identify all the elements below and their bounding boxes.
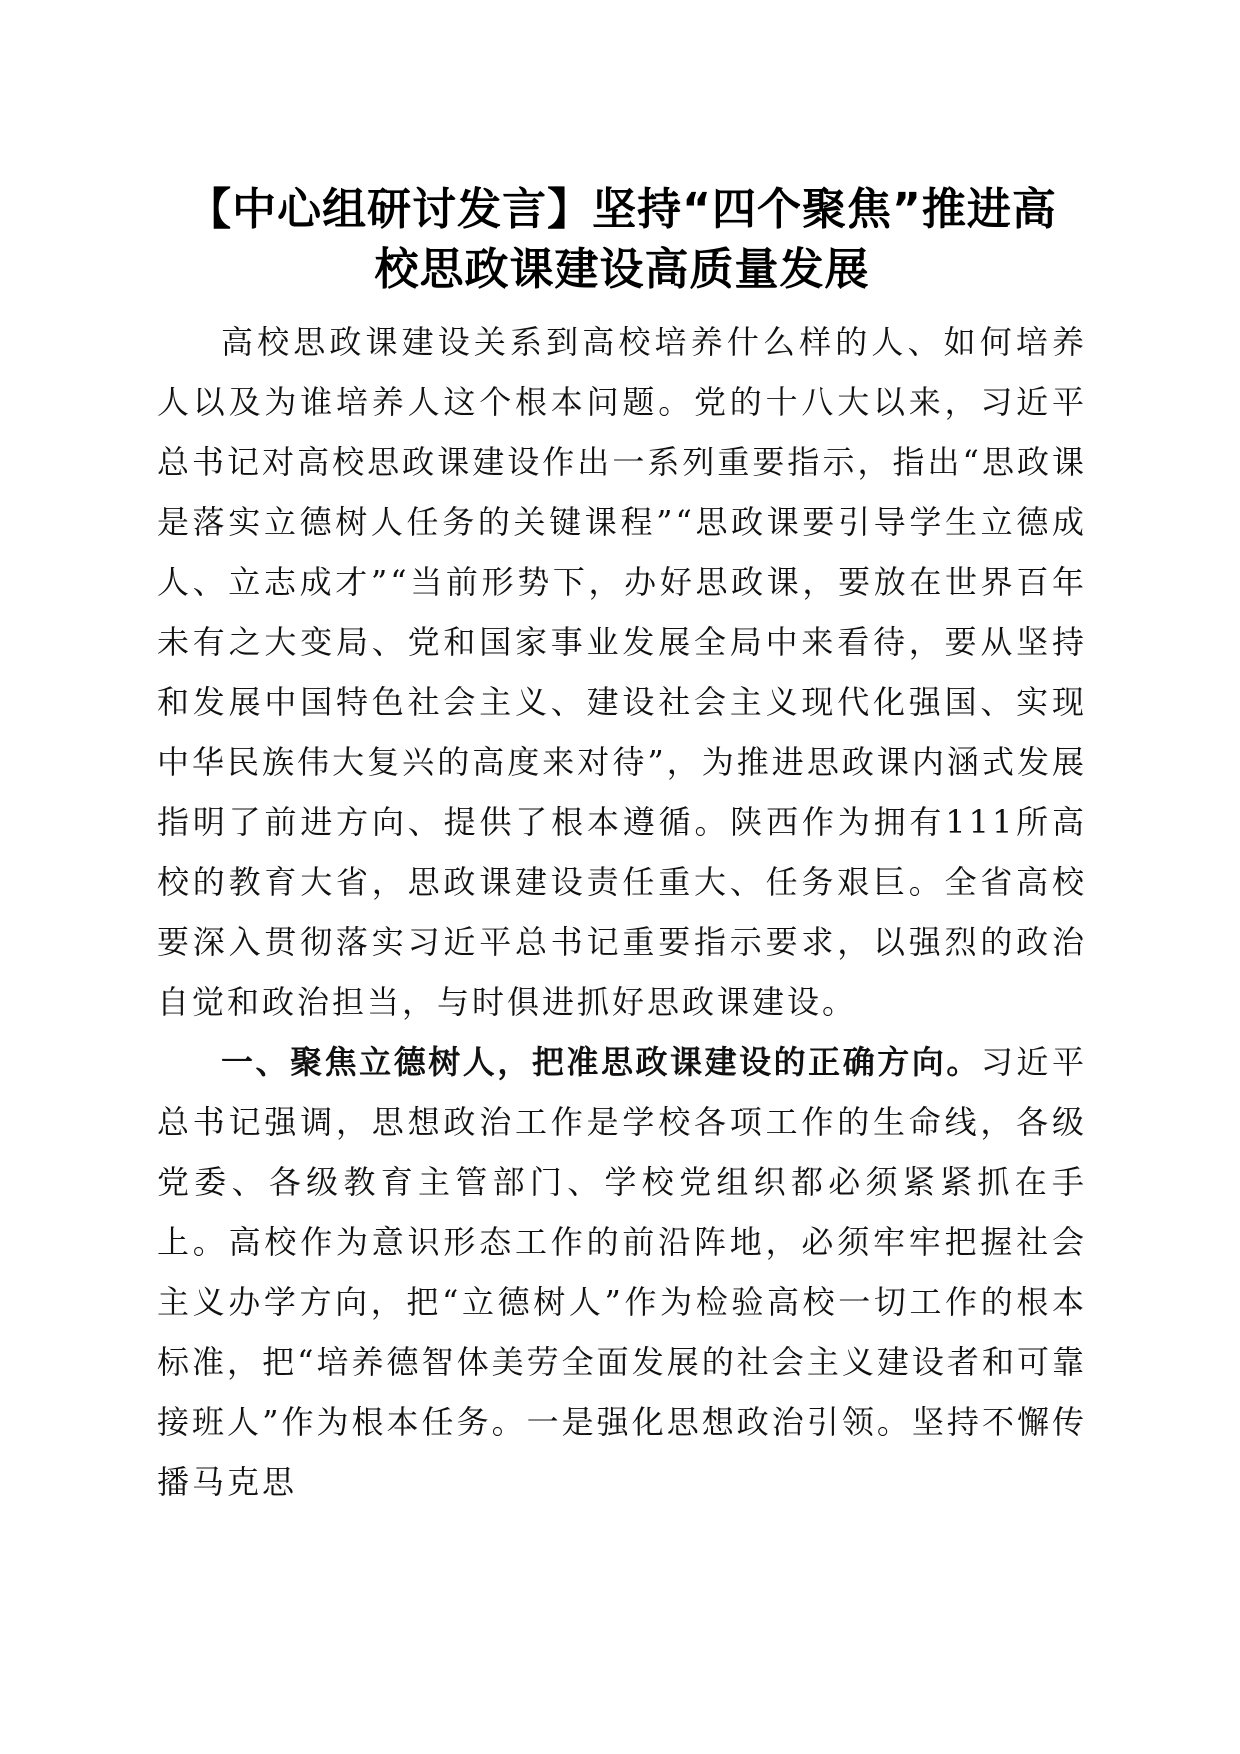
- title-line-2: 校思政课建设高质量发展: [374, 244, 870, 295]
- document-title: [157, 180, 1087, 300]
- section-one-text: 习近平总书记强调，思想政治工作是学校各项工作的生命线，各级党委、各级教育主管部门、学校党组织都必须紧紧抓在手上。高校作为意识形态工作的前沿阵地，必须牢牢把握社会主义办学方向，把“立德树人”作为检验高校一切工作的根本标准，把“培养德智体美劳全面发展的社会主义建设者和可靠接班人”作为根本任务。一是强化思想政治引领。坚持不懈传播马克思: [157, 1043, 1087, 1501]
- intro-paragraph-text: 高校思政课建设关系到高校培养什么样的人、如何培养人以及为谁培养人这个根本问题。党的十八大以来，习近平总书记对高校思政课建设作出一系列重要指示，指出“思政课是落实立德树人任务的关键课程”“思政课要引导学生立德成人、立志成才”“当前形势下，办好思政课，要放在世界百年未有之大变局、党和国家事业发展全局中来看待，要从坚持和发展中国特色社会主义、建设社会主义现代化强国、实现中华民族伟大复兴的高度来对待”，为推进思政课内涵式发展指明了前进方向、提供了根本遵循。陕西作为拥有111所高校的教育大省，思政课建设责任重大、任务艰巨。全省高校要深入贯彻落实习近平总书记重要指示要求，以强烈的政治自觉和政治担当，与时俱进抓好思政课建设。: [157, 323, 1087, 1021]
- title-line-1: 【中心组研讨发言】坚持“四个聚焦”推进高: [187, 184, 1057, 235]
- intro-paragraph: [157, 312, 1087, 1032]
- document-page: [157, 180, 1087, 1512]
- section-one-paragraph: [157, 1032, 1087, 1512]
- section-one-heading: 一、聚焦立德树人，把准思政课建设的正确方向。: [221, 1043, 981, 1081]
